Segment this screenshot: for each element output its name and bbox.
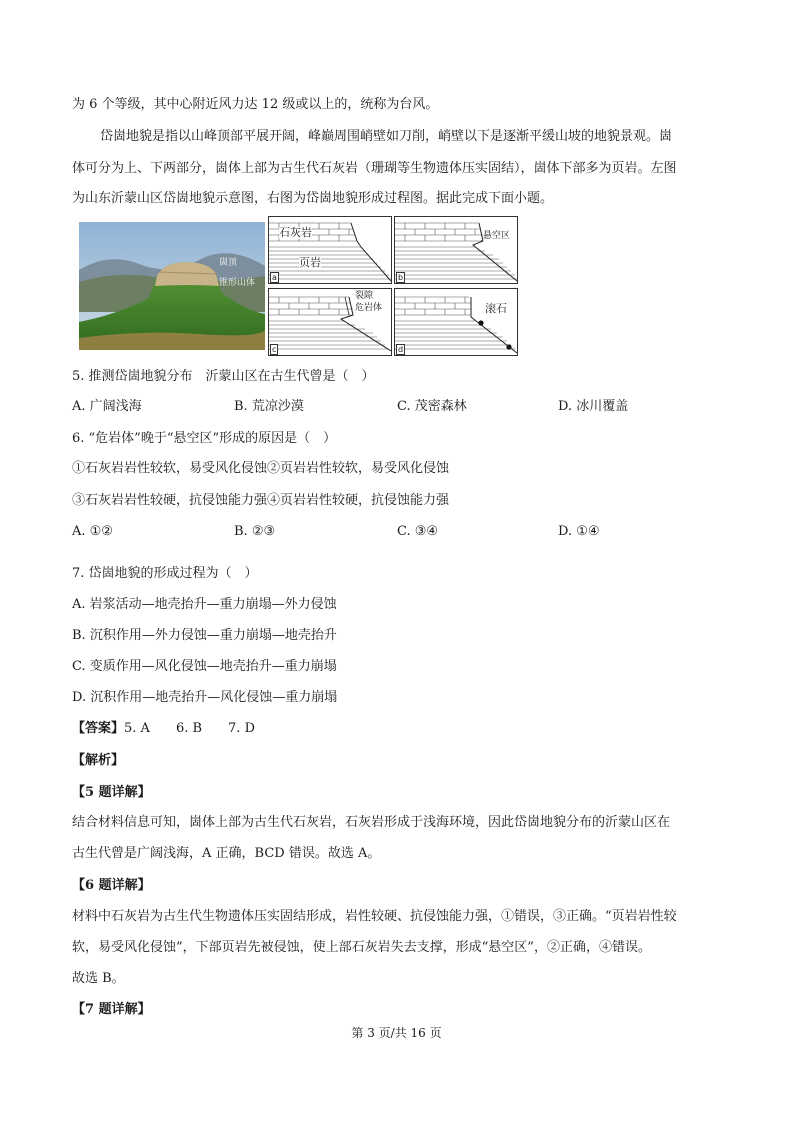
text-line: 为 6 个等级，其中心附近风力达 12 级或以上的，统称为台风。 (72, 97, 439, 112)
label-shale: 页岩 (299, 256, 321, 269)
label-limestone: 石灰岩 (279, 226, 312, 239)
label-crack: 裂隙 (355, 291, 374, 301)
q6-analysis-title: 【6 题详解】 (72, 878, 151, 893)
question-6-statement: ①石灰岩岩性较软，易受风化侵蚀②页岩岩性较软，易受风化侵蚀 (72, 461, 450, 476)
question-6-stem: 6. “危岩体”晚于“悬空区”形成的原因是（ ） (72, 431, 337, 446)
intro-paragraph-line: 体可分为上、下两部分，崮体上部为古生代石灰岩（珊瑚等生物遗体压实固结），崮体下部多为页岩。左图 (72, 161, 677, 176)
q5-analysis-text: 古生代曾是广阔浅海，A 正确，BCD 错误。故选 A。 (72, 846, 381, 861)
photo-label-summit: 崮顶 (219, 258, 238, 268)
option-c: C. ③④ (397, 524, 439, 539)
landform-photo (79, 222, 265, 350)
analysis-label: 【解析】 (72, 753, 125, 768)
answer-line (72, 718, 724, 740)
panel-letter-c: c (272, 345, 277, 354)
panel-a (268, 216, 392, 284)
label-overhang-zone: 悬空区 (483, 231, 511, 241)
question-5-stem: 5. 推测岱崮地貌分布 沂蒙山区在古生代曾是（ ） (72, 369, 375, 384)
answer-label: 【答案】 (72, 721, 125, 736)
option-a: A. ①② (72, 524, 113, 539)
question-5-options (72, 396, 724, 418)
question-7-option-b: B. 沉积作用—外力侵蚀—重力崩塌—地壳抬升 (72, 628, 337, 643)
intro-paragraph-line: 岱崮地貌是指以山峰顶部平展开阔，峰巅周围峭壁如刀削，峭壁以下是逐渐平缓山坡的地貌景观。崮 (100, 129, 673, 144)
option-b: B. 荒凉沙漠 (234, 399, 304, 414)
q5-analysis-title: 【5 题详解】 (72, 785, 151, 800)
intro-paragraph-line: 为山东沂蒙山区岱崮地貌示意图，右图为岱崮地貌形成过程图。据此完成下面小题。 (72, 191, 554, 206)
option-d: D. ①④ (558, 524, 600, 539)
page-footer: 第 3 页/共 16 页 (351, 1026, 442, 1040)
formation-process-diagram (268, 216, 524, 357)
panel-b-drawing (395, 217, 517, 283)
label-rockfall: 滚石 (485, 302, 507, 315)
photo-label-cone: 锥形山体 (219, 278, 256, 288)
q7-analysis-title: 【7 题详解】 (72, 1002, 151, 1017)
panel-letter-d: d (398, 345, 404, 354)
option-a: A. 广阔浅海 (72, 399, 142, 414)
q6-analysis-text: 故选 B。 (72, 971, 125, 986)
question-7-option-a: A. 岩浆活动—地壳抬升—重力崩塌—外力侵蚀 (72, 597, 337, 612)
panel-letter-a: a (272, 273, 277, 282)
panel-d-drawing (395, 289, 517, 355)
q6-analysis-text: 材料中石灰岩为古生代生物遗体压实固结形成，岩性较硬、抗侵蚀能力强，①错误，③正确。“页岩岩性较 (72, 909, 677, 924)
panel-b (394, 216, 518, 284)
panel-letter-b: b (398, 273, 404, 282)
label-dangerous-rock: 危岩体 (355, 303, 383, 313)
answer-values: 5. A 6. B 7. D (124, 721, 255, 736)
question-6-statement: ③石灰岩岩性较硬，抗侵蚀能力强④页岩岩性较硬，抗侵蚀能力强 (72, 493, 450, 508)
panel-c (268, 288, 392, 356)
q6-analysis-text: 软，易受风化侵蚀”，下部页岩先被侵蚀，使上部石灰岩失去支撑，形成“悬空区”，②正确，④错误。 (72, 940, 651, 955)
question-7-stem: 7. 岱崮地貌的形成过程为（ ） (72, 566, 258, 581)
panel-d (394, 288, 518, 356)
option-d: D. 冰川覆盖 (558, 399, 629, 414)
option-b: B. ②③ (234, 524, 276, 539)
question-7-option-d: D. 沉积作用—地壳抬升—风化侵蚀—重力崩塌 (72, 690, 338, 705)
option-c: C. 茂密森林 (397, 399, 467, 414)
question-7-option-c: C. 变质作用—风化侵蚀—地壳抬升—重力崩塌 (72, 659, 337, 674)
q5-analysis-text: 结合材料信息可知，崮体上部为古生代石灰岩，石灰岩形成于浅海环境，因此岱崮地貌分布的沂蒙山区在 (72, 815, 671, 830)
question-6-options (72, 521, 724, 543)
